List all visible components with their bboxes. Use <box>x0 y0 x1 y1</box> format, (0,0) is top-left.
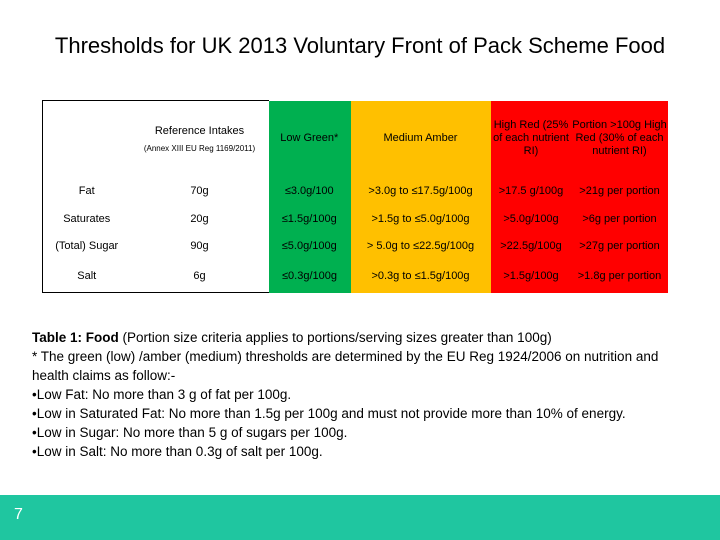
page-title: Thresholds for UK 2013 Voluntary Front of Pack Scheme Food <box>54 33 666 58</box>
reference-intake-value: 6g <box>131 259 269 293</box>
reference-intake-value: 90g <box>131 232 269 259</box>
low-threshold: ≤0.3g/100g <box>269 259 351 293</box>
header-high-label: High Red (25% of each nutrient RI) <box>493 119 569 158</box>
caption-bullet: •Low Fat: No more than 3 g of fat per 100g. <box>32 387 292 402</box>
header-reference-intakes <box>131 101 269 178</box>
portion-threshold: >1.8g per portion <box>572 259 668 293</box>
reference-intake-value: 70g <box>131 177 269 205</box>
high-threshold: >17.5 g/100g <box>491 177 572 205</box>
reference-intake-value: 20g <box>131 205 269 232</box>
table-row <box>43 232 668 259</box>
high-threshold: >1.5g/100g <box>491 259 572 293</box>
high-threshold: >5.0g/100g <box>491 205 572 232</box>
caption-bullet: •Low in Salt: No more than 0.3g of salt per 100g. <box>32 444 323 459</box>
caption-bullet: •Low in Saturated Fat: No more than 1.5g per 100g and must not provide more than 10% of energy. <box>32 406 626 421</box>
caption-portion-note: (Portion size criteria applies to portions/serving sizes greater than 100g) <box>118 330 552 345</box>
thresholds-table <box>42 100 668 293</box>
header-high <box>491 101 572 178</box>
table-row <box>43 177 668 205</box>
header-portion <box>572 101 668 178</box>
low-threshold: ≤3.0g/100 <box>269 177 351 205</box>
medium-threshold: >3.0g to ≤17.5g/100g <box>351 177 491 205</box>
portion-threshold: >21g per portion <box>572 177 668 205</box>
caption-line-1 <box>32 328 690 347</box>
table-row <box>43 205 668 232</box>
reference-intakes-note: (Annex XIII EU Reg 1169/2011) <box>143 143 256 153</box>
footer-bar <box>0 495 720 540</box>
nutrient-name: (Total) Sugar <box>43 232 131 259</box>
low-threshold: ≤1.5g/100g <box>269 205 351 232</box>
header-low <box>269 101 351 178</box>
medium-threshold: >1.5g to ≤5.0g/100g <box>351 205 491 232</box>
portion-threshold: >27g per portion <box>572 232 668 259</box>
header-portion-label: Portion >100g High Red (30% of each nutrient RI) <box>572 119 667 158</box>
high-threshold: >22.5g/100g <box>491 232 572 259</box>
table-header-row <box>43 101 668 178</box>
header-blank-cell <box>43 101 131 178</box>
page-number: 7 <box>14 506 23 523</box>
caption-bold-label: Table 1: Food <box>32 330 119 345</box>
low-threshold: ≤5.0g/100g <box>269 232 351 259</box>
header-low-label: Low Green* <box>280 132 339 145</box>
caption-line-2: * The green (low) /amber (medium) thresholds are determined by the EU Reg 1924/2006 on nutrition and health claims as follow:- <box>32 349 659 383</box>
nutrient-name: Saturates <box>43 205 131 232</box>
reference-intakes-label: Reference Intakes <box>154 124 245 137</box>
table-row <box>43 259 668 293</box>
header-medium-label: Medium Amber <box>383 132 458 145</box>
header-medium <box>351 101 491 178</box>
portion-threshold: >6g per portion <box>572 205 668 232</box>
table-caption <box>32 328 690 461</box>
medium-threshold: > 5.0g to ≤22.5g/100g <box>351 232 491 259</box>
medium-threshold: >0.3g to ≤1.5g/100g <box>351 259 491 293</box>
caption-bullet: •Low in Sugar: No more than 5 g of sugars per 100g. <box>32 425 348 440</box>
nutrient-name: Fat <box>43 177 131 205</box>
nutrient-name: Salt <box>43 259 131 293</box>
